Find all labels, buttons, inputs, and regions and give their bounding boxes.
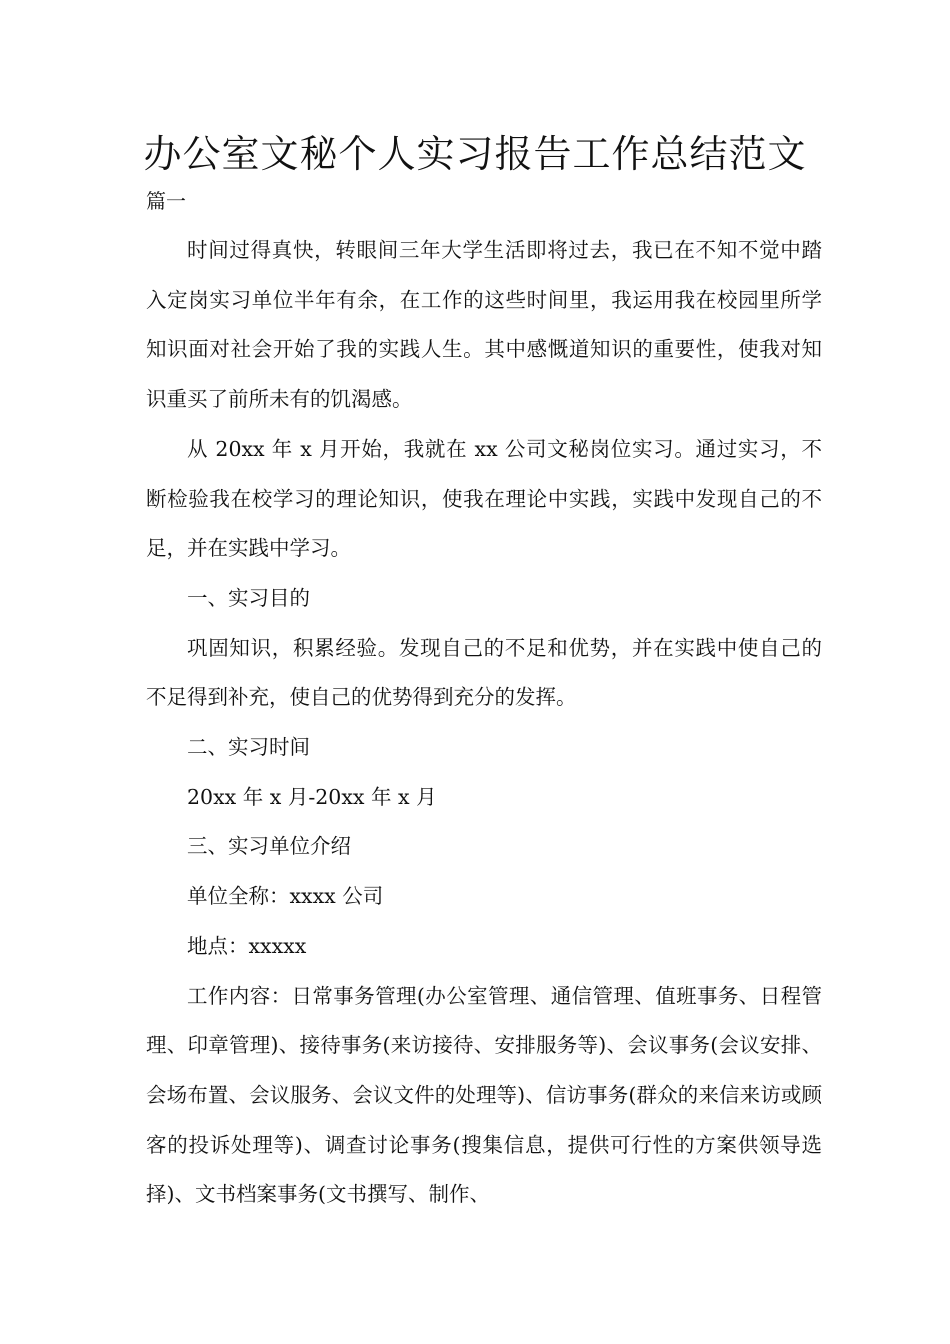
heading-internship-time: 二、实习时间 bbox=[187, 735, 310, 760]
paragraph-work-content: 工作内容：日常事务管理(办公室管理、通信管理、值班事务、日程管理、印章管理)、接待事务(来访接待、安排服务等)、会议事务(会议安排、会场布置、会议服务、会议文件的处理等)、信访事务(群众的来信来访或顾客的投诉处理等)、调查讨论事务(搜集信息，提供可行性的方案供领导选择)、文书档案事务(文书撰写、制作、 bbox=[146, 983, 822, 1207]
paragraph-time: 20xx 年 x 月-20xx 年 x 月 bbox=[187, 784, 437, 809]
paragraph-intro: 时间过得真快，转眼间三年大学生活即将过去，我已在不知不觉中踏入定岗实习单位半年有余，在工作的这些时间里，我运用我在校园里所学知识面对社会开始了我的实践人生。其中感慨道知识的重要性，使我对知识重买了前所未有的饥渴感。 bbox=[146, 238, 822, 412]
paragraph-internship-start: 从 20xx 年 x 月开始，我就在 xx 公司文秘岗位实习。通过实习，不断检验我在校学习的理论知识，使我在理论中实践，实践中发现自己的不足，并在实践中学习。 bbox=[146, 436, 822, 561]
section-label: 篇一 bbox=[146, 189, 186, 213]
paragraph-purpose: 巩固知识，积累经验。发现自己的不足和优势，并在实践中使自己的不足得到补充，使自己的优势得到充分的发挥。 bbox=[146, 635, 822, 710]
paragraph-location: 地点：xxxxx bbox=[187, 933, 307, 958]
heading-unit-intro: 三、实习单位介绍 bbox=[187, 834, 351, 859]
document-title: 办公室文秘个人实习报告工作总结范文 bbox=[143, 132, 807, 176]
heading-internship-purpose: 一、实习目的 bbox=[187, 585, 310, 610]
document-body bbox=[146, 226, 822, 1220]
paragraph-unit-name: 单位全称：xxxx 公司 bbox=[187, 884, 384, 909]
